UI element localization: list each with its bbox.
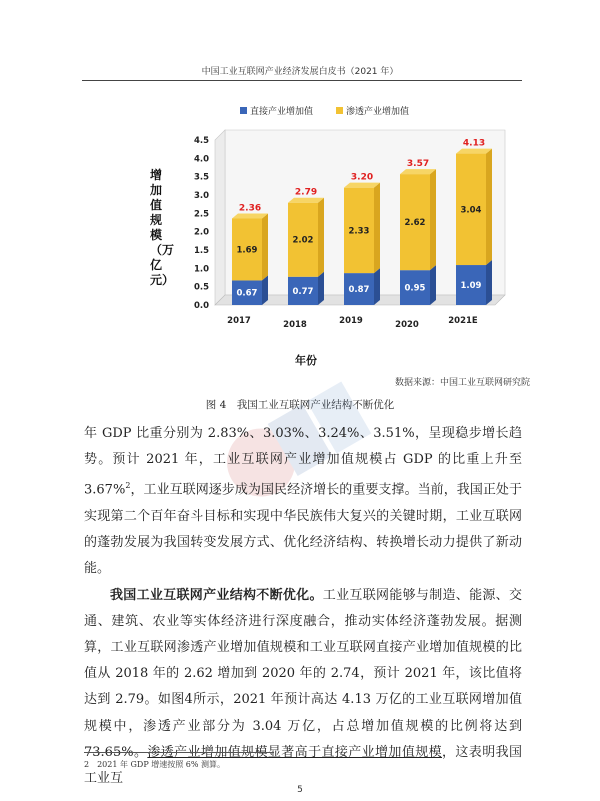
bar-side (318, 198, 324, 277)
x-tick-label: 2017 (227, 316, 251, 326)
total-value-label: 3.20 (350, 172, 374, 183)
figure-caption: 图 4 我国工业互联网产业结构不断优化 (205, 399, 395, 411)
page-number: 5 (297, 785, 303, 795)
y-tick-label: 4.0 (193, 154, 209, 165)
total-value-label: 4.13 (462, 138, 486, 149)
bar-side (430, 169, 436, 270)
x-tick-label: 2020 (395, 320, 419, 330)
y-tick-label: 2.5 (193, 209, 209, 220)
bar-top (344, 183, 380, 188)
running-header: 中国工业互联网产业经济发展白皮书（2021 年） (201, 67, 399, 77)
chart-side-wall (215, 130, 225, 305)
y-tick-label: 4.5 (193, 136, 209, 146)
y-axis-label: 增加值规模（万亿元） (150, 168, 175, 287)
total-value-label: 2.36 (238, 203, 262, 214)
y-tick-label: 2.0 (193, 227, 209, 238)
legend-label: 渗透产业增加值 (346, 107, 410, 117)
segment-value-label: 2.02 (292, 235, 314, 246)
footnote-rule (84, 752, 274, 753)
legend-label: 直接产业增加值 (250, 107, 314, 117)
legend-swatch (240, 107, 247, 114)
total-value-label: 3.57 (406, 159, 430, 170)
data-source: 数据来源：中国工业互联网研究院 (394, 378, 530, 388)
bar-side (262, 213, 268, 280)
paragraph-2-lead: 我国工业互联网产业结构不断优化。 (110, 587, 323, 603)
segment-value-label: 0.67 (236, 288, 258, 299)
y-tick-label: 1.5 (193, 246, 209, 256)
segment-value-label: 1.09 (460, 281, 482, 292)
segment-value-label: 2.33 (348, 226, 370, 237)
segment-value-label: 0.77 (292, 286, 314, 297)
header-rule (82, 80, 522, 81)
bar-top (288, 198, 324, 203)
paragraph-2-tail: ，这表明我国工业互 (84, 744, 522, 786)
x-tick-label: 2019 (339, 316, 363, 326)
x-tick-label: 2018 (283, 320, 307, 330)
bar-side (262, 275, 268, 305)
footnote: 2 2021 年 GDP 增速按照 6% 测算。 (84, 760, 226, 769)
footnote-ref[interactable]: 2 (125, 481, 131, 491)
bar-side (486, 149, 492, 265)
bar-side (374, 183, 380, 273)
y-tick-label: 0.0 (193, 301, 209, 311)
paragraph-2-text: 工业互联网能够与制造、能源、交通、建筑、农业等实体经济进行深度融合，推动实体经济蓬勃发展。据测算，工业互联网渗透产业增加值规模和工业互联网直接产业增加值规模的比值从 2018 年的 2.62 增加到 2020 年的 2.74，预计 2021 年，该比值将达到 2.79。如图4所示，2021 年预计高达 4.13 万亿的工业互联网增加值规模中，渗透产业部分为 3.04 万亿，占总增加值规模的比例将达到 73.65%。 (84, 587, 522, 760)
bar-side (430, 265, 436, 305)
segment-value-label: 1.69 (236, 245, 258, 256)
paragraph-1-tail: ，工业互联网逐步成为国民经济增长的重要支撑。当前，我国正处于实现第二个百年奋斗目标和实现中华民族伟大复兴的关键时期，工业互联网的蓬勃发展为我国转变发展方式、优化经济结构、转换增长动力提供了新动能。 (84, 482, 522, 577)
x-axis-label: 年份 (295, 354, 317, 367)
y-tick-label: 0.5 (193, 282, 209, 293)
total-value-label: 2.79 (294, 187, 318, 198)
bar-top (232, 213, 268, 218)
bar-side (374, 268, 380, 305)
legend-swatch (336, 107, 343, 114)
body-text (84, 421, 522, 792)
segment-value-label: 0.95 (404, 283, 426, 294)
y-tick-label: 3.5 (193, 172, 209, 183)
bar-top (400, 169, 436, 174)
segment-value-label: 0.87 (348, 285, 370, 296)
bar-side (318, 272, 324, 305)
paragraph-1 (84, 421, 522, 583)
paragraph-1-text: 年 GDP 比重分别为 2.83%、3.03%、3.24%、3.51%，呈现稳步增长趋势。预计 2021 年，工业互联网产业增加值规模占 GDP 的比重上升至 3.67% (84, 426, 522, 498)
bar-top (456, 149, 492, 154)
y-tick-label: 1.0 (193, 264, 209, 275)
bar-side (486, 260, 492, 305)
y-tick-label: 3.0 (193, 191, 209, 201)
x-tick-label: 2021E (448, 316, 478, 326)
paragraph-2-underlined: 渗透产业增加值规模显著高于直接产业增加值规模 (147, 744, 443, 760)
segment-value-label: 2.62 (404, 218, 426, 229)
segment-value-label: 3.04 (460, 205, 482, 216)
